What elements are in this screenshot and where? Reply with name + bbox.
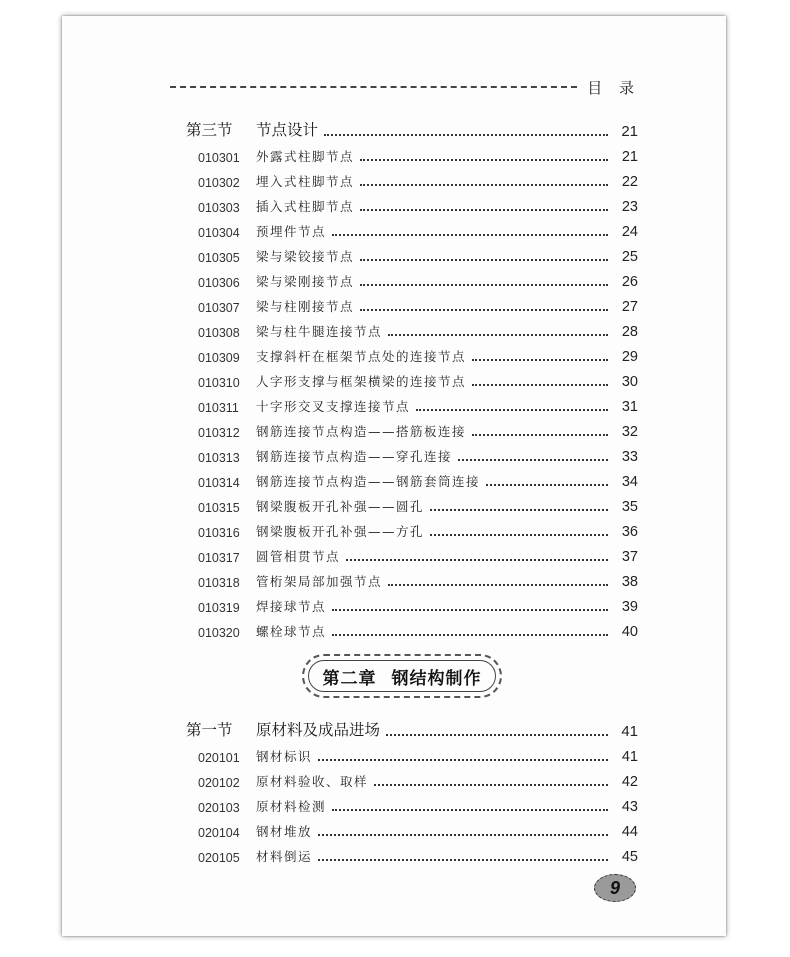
section-title: 原材料及成品进场 <box>256 721 381 739</box>
dot-leader <box>324 134 608 136</box>
entry-page-number: 32 <box>621 424 638 440</box>
dot-leader <box>486 484 608 486</box>
entry-title: 钢筋连接节点构造——钢筋套筒连接 <box>256 474 481 489</box>
entry-code: 010315 <box>198 501 240 515</box>
toc-entry-row[interactable] <box>186 843 638 865</box>
entry-code: 020104 <box>198 826 240 840</box>
entry-code: 010305 <box>198 251 240 265</box>
entry-code: 010318 <box>198 576 240 590</box>
dot-leader <box>360 284 608 286</box>
entry-code: 010306 <box>198 276 240 290</box>
page-number-badge <box>594 874 636 902</box>
entry-code: 020102 <box>198 776 240 790</box>
entry-page-number: 40 <box>621 624 638 640</box>
dot-leader <box>360 184 608 186</box>
entry-title: 预埋件节点 <box>256 224 327 239</box>
entry-code: 010313 <box>198 451 240 465</box>
entry-title: 材料倒运 <box>256 849 313 864</box>
dot-leader <box>332 809 608 811</box>
toc-entry-row[interactable] <box>186 593 638 615</box>
entry-page-number: 28 <box>621 324 638 340</box>
entry-title: 十字形交叉支撑连接节点 <box>256 399 411 414</box>
section-heading-row[interactable] <box>186 718 638 740</box>
entry-page-number: 42 <box>621 774 638 790</box>
entry-page-number: 23 <box>621 199 638 215</box>
dot-leader <box>360 209 608 211</box>
toc-entry-row[interactable] <box>186 268 638 290</box>
toc-entry-row[interactable] <box>186 793 638 815</box>
toc-entry-row[interactable] <box>186 168 638 190</box>
dot-leader <box>360 309 608 311</box>
page-number: 21 <box>621 123 638 140</box>
entry-code: 010310 <box>198 376 240 390</box>
entry-code: 010304 <box>198 226 240 240</box>
section-heading-row[interactable] <box>186 118 638 140</box>
entry-title: 原材料检测 <box>256 799 327 814</box>
entry-page-number: 33 <box>621 449 638 465</box>
entry-title: 梁与柱牛腿连接节点 <box>256 324 383 339</box>
toc-entry-row[interactable] <box>186 468 638 490</box>
entry-page-number: 38 <box>621 574 638 590</box>
toc-entry-row[interactable] <box>186 768 638 790</box>
entry-page-number: 27 <box>621 299 638 315</box>
dot-leader <box>332 609 608 611</box>
section-label: 第三节 <box>186 121 233 139</box>
entry-code: 010314 <box>198 476 240 490</box>
toc-entry-row[interactable] <box>186 568 638 590</box>
toc-entry-row[interactable] <box>186 393 638 415</box>
dot-leader <box>388 334 608 336</box>
entry-title: 人字形支撑与框架横梁的连接节点 <box>256 374 467 389</box>
entry-page-number: 43 <box>621 799 638 815</box>
dot-leader <box>360 159 608 161</box>
entry-page-number: 31 <box>621 399 638 415</box>
entry-title: 钢材标识 <box>256 749 313 764</box>
entry-code: 010319 <box>198 601 240 615</box>
toc-entry-row[interactable] <box>186 143 638 165</box>
entry-page-number: 39 <box>621 599 638 615</box>
entry-title: 螺栓球节点 <box>256 624 327 639</box>
toc-entry-row[interactable] <box>186 318 638 340</box>
toc-entry-row[interactable] <box>186 518 638 540</box>
toc-entry-row[interactable] <box>186 443 638 465</box>
entry-title: 梁与梁刚接节点 <box>256 274 355 289</box>
dot-leader <box>374 784 608 786</box>
toc-entry-row[interactable] <box>186 343 638 365</box>
entry-code: 020105 <box>198 851 240 865</box>
entry-title: 插入式柱脚节点 <box>256 199 355 214</box>
toc-entry-row[interactable] <box>186 293 638 315</box>
entry-page-number: 21 <box>621 149 638 165</box>
toc-entry-row[interactable] <box>186 618 638 640</box>
entry-code: 010302 <box>198 176 240 190</box>
entry-page-number: 34 <box>621 474 638 490</box>
entry-page-number: 44 <box>621 824 638 840</box>
entry-title: 圆管相贯节点 <box>256 549 341 564</box>
entry-code: 010309 <box>198 351 240 365</box>
entry-title: 梁与柱刚接节点 <box>256 299 355 314</box>
entry-code: 010316 <box>198 526 240 540</box>
entry-title: 原材料验收、取样 <box>256 774 369 789</box>
dot-leader <box>472 384 608 386</box>
footer-page-number: 9 <box>609 877 620 898</box>
dot-leader <box>318 759 608 761</box>
section-label: 第一节 <box>186 721 233 739</box>
dot-leader <box>458 459 608 461</box>
header-title: 目 录 <box>587 78 640 97</box>
dot-leader <box>386 734 608 736</box>
entry-code: 010312 <box>198 426 240 440</box>
toc-header <box>170 76 640 98</box>
header-dashed-rule <box>170 86 577 88</box>
page-number: 41 <box>621 723 638 740</box>
entry-page-number: 25 <box>621 249 638 265</box>
toc-entry-row[interactable] <box>186 193 638 215</box>
entry-code: 010317 <box>198 551 240 565</box>
toc-entry-row[interactable] <box>186 243 638 265</box>
dot-leader <box>360 259 608 261</box>
toc-entry-row[interactable] <box>186 418 638 440</box>
entry-page-number: 30 <box>621 374 638 390</box>
entry-code: 010320 <box>198 626 240 640</box>
entry-page-number: 24 <box>621 224 638 240</box>
entry-page-number: 22 <box>621 174 638 190</box>
entry-code: 020103 <box>198 801 240 815</box>
entry-title: 钢梁腹板开孔补强——方孔 <box>256 524 425 539</box>
entry-page-number: 41 <box>621 749 638 765</box>
dot-leader <box>472 434 608 436</box>
section-title: 节点设计 <box>256 121 319 139</box>
chapter-title: 第二章 钢结构制作 <box>322 668 482 689</box>
dot-leader <box>430 509 608 511</box>
entry-title: 钢梁腹板开孔补强——圆孔 <box>256 499 425 514</box>
entry-code: 010311 <box>198 401 239 415</box>
dot-leader <box>346 559 608 561</box>
entry-title: 埋入式柱脚节点 <box>256 174 355 189</box>
entry-title: 钢筋连接节点构造——搭筋板连接 <box>256 424 467 439</box>
dot-leader <box>416 409 608 411</box>
entry-code: 010307 <box>198 301 240 315</box>
entry-title: 管桁架局部加强节点 <box>256 574 383 589</box>
dot-leader <box>332 634 608 636</box>
toc-entry-row[interactable] <box>186 543 638 565</box>
entry-code: 020101 <box>198 751 240 765</box>
toc-entry-row[interactable] <box>186 218 638 240</box>
entry-title: 钢材堆放 <box>256 824 313 839</box>
toc-entry-row[interactable] <box>186 818 638 840</box>
entry-page-number: 37 <box>621 549 638 565</box>
toc-entry-row[interactable] <box>186 493 638 515</box>
entry-title: 外露式柱脚节点 <box>256 149 355 164</box>
dot-leader <box>388 584 608 586</box>
chapter-heading[interactable] <box>302 654 502 698</box>
entry-code: 010303 <box>198 201 240 215</box>
entry-title: 焊接球节点 <box>256 599 327 614</box>
entry-page-number: 26 <box>621 274 638 290</box>
entry-title: 梁与梁铰接节点 <box>256 249 355 264</box>
entry-page-number: 35 <box>621 499 638 515</box>
entry-title: 钢筋连接节点构造——穿孔连接 <box>256 449 453 464</box>
entry-code: 010308 <box>198 326 240 340</box>
entry-code: 010301 <box>198 151 240 165</box>
dot-leader <box>318 834 608 836</box>
entry-page-number: 45 <box>621 849 638 865</box>
dot-leader <box>472 359 608 361</box>
entry-title: 支撑斜杆在框架节点处的连接节点 <box>256 349 467 364</box>
toc-entry-row[interactable] <box>186 368 638 390</box>
dot-leader <box>318 859 608 861</box>
entry-page-number: 36 <box>621 524 638 540</box>
entry-page-number: 29 <box>621 349 638 365</box>
dot-leader <box>332 234 608 236</box>
toc-entry-row[interactable] <box>186 743 638 765</box>
dot-leader <box>430 534 608 536</box>
